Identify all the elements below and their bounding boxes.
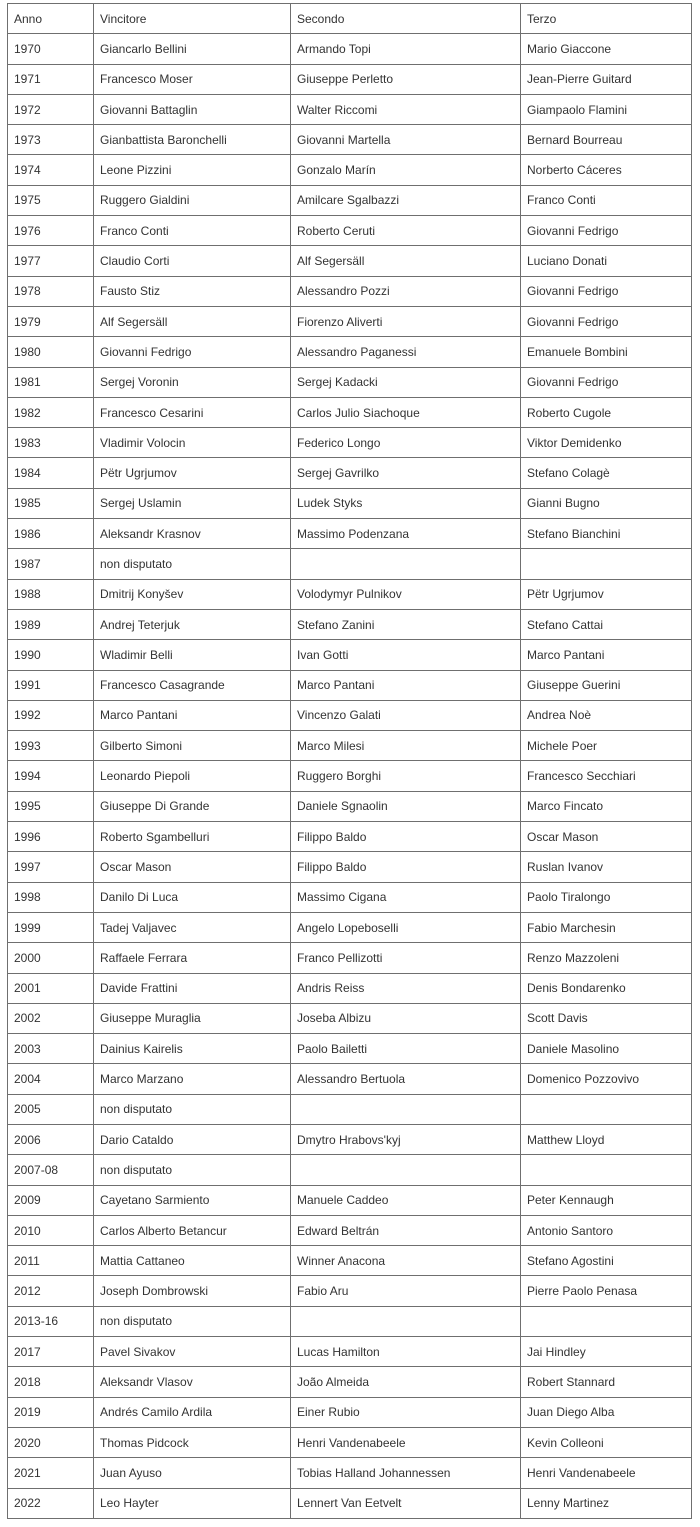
cell-terzo	[521, 549, 692, 579]
table-row	[8, 973, 692, 1003]
cell-terzo: Renzo Mazzoleni	[521, 943, 692, 973]
cell-terzo: Paolo Tiralongo	[521, 882, 692, 912]
cell-vincitore: Dario Cataldo	[94, 1124, 291, 1154]
cell-secondo: Alessandro Paganessi	[291, 337, 521, 367]
cell-vincitore: non disputato	[94, 1306, 291, 1336]
table-row	[8, 519, 692, 549]
cell-secondo: Daniele Sgnaolin	[291, 791, 521, 821]
cell-secondo: Fabio Aru	[291, 1276, 521, 1306]
header-anno: Anno	[8, 4, 94, 34]
table-row	[8, 1064, 692, 1094]
cell-terzo: Henri Vandenabeele	[521, 1458, 692, 1488]
cell-vincitore: Carlos Alberto Betancur	[94, 1215, 291, 1245]
cell-secondo	[291, 1155, 521, 1185]
cell-secondo	[291, 549, 521, 579]
table-row	[8, 670, 692, 700]
cell-secondo: Franco Pellizotti	[291, 943, 521, 973]
table-row	[8, 458, 692, 488]
cell-anno: 1984	[8, 458, 94, 488]
cell-secondo: Armando Topi	[291, 34, 521, 64]
cell-secondo: Massimo Podenzana	[291, 519, 521, 549]
cell-anno: 1971	[8, 64, 94, 94]
table-row	[8, 912, 692, 942]
cell-terzo: Juan Diego Alba	[521, 1397, 692, 1427]
cell-secondo: Lucas Hamilton	[291, 1337, 521, 1367]
table-row	[8, 488, 692, 518]
cell-anno: 1986	[8, 519, 94, 549]
cell-secondo: Alessandro Bertuola	[291, 1064, 521, 1094]
cell-vincitore: Danilo Di Luca	[94, 882, 291, 912]
table-row	[8, 882, 692, 912]
cell-secondo: Manuele Caddeo	[291, 1185, 521, 1215]
header-row	[8, 4, 692, 34]
cell-anno: 2011	[8, 1246, 94, 1276]
table-row	[8, 852, 692, 882]
table-row	[8, 337, 692, 367]
cell-vincitore: Leone Pizzini	[94, 155, 291, 185]
results-table	[7, 3, 692, 1519]
cell-terzo: Jean-Pierre Guitard	[521, 64, 692, 94]
cell-secondo: Marco Pantani	[291, 670, 521, 700]
table-row	[8, 549, 692, 579]
cell-vincitore: Fausto Stiz	[94, 276, 291, 306]
cell-secondo: Einer Rubio	[291, 1397, 521, 1427]
cell-anno: 1982	[8, 397, 94, 427]
cell-terzo: Luciano Donati	[521, 246, 692, 276]
cell-vincitore: Thomas Pidcock	[94, 1427, 291, 1457]
cell-terzo: Giovanni Fedrigo	[521, 306, 692, 336]
cell-vincitore: Francesco Casagrande	[94, 670, 291, 700]
cell-terzo: Mario Giaccone	[521, 34, 692, 64]
cell-secondo: Angelo Lopeboselli	[291, 912, 521, 942]
cell-anno: 2019	[8, 1397, 94, 1427]
cell-terzo: Bernard Bourreau	[521, 125, 692, 155]
cell-secondo	[291, 1306, 521, 1336]
table-row	[8, 367, 692, 397]
cell-vincitore: Marco Marzano	[94, 1064, 291, 1094]
cell-terzo	[521, 1094, 692, 1124]
cell-anno: 1995	[8, 791, 94, 821]
cell-terzo: Fabio Marchesin	[521, 912, 692, 942]
cell-vincitore: Giovanni Battaglin	[94, 94, 291, 124]
cell-secondo: Filippo Baldo	[291, 822, 521, 852]
cell-terzo: Antonio Santoro	[521, 1215, 692, 1245]
cell-secondo: Ruggero Borghi	[291, 761, 521, 791]
cell-vincitore: Roberto Sgambelluri	[94, 822, 291, 852]
cell-vincitore: Oscar Mason	[94, 852, 291, 882]
cell-anno: 2022	[8, 1488, 94, 1518]
cell-terzo: Stefano Colagè	[521, 458, 692, 488]
cell-secondo: Dmytro Hrabovs'kyj	[291, 1124, 521, 1154]
table-row	[8, 943, 692, 973]
table-row	[8, 306, 692, 336]
cell-vincitore: Cayetano Sarmiento	[94, 1185, 291, 1215]
cell-vincitore: Marco Pantani	[94, 700, 291, 730]
cell-anno: 2003	[8, 1034, 94, 1064]
table-row	[8, 822, 692, 852]
header-terzo: Terzo	[521, 4, 692, 34]
cell-vincitore: Juan Ayuso	[94, 1458, 291, 1488]
cell-anno: 1980	[8, 337, 94, 367]
cell-anno: 1983	[8, 428, 94, 458]
cell-anno: 1993	[8, 731, 94, 761]
cell-secondo: Sergej Kadacki	[291, 367, 521, 397]
table-row	[8, 1276, 692, 1306]
cell-secondo: João Almeida	[291, 1367, 521, 1397]
cell-secondo: Stefano Zanini	[291, 609, 521, 639]
cell-anno: 2000	[8, 943, 94, 973]
cell-anno: 1973	[8, 125, 94, 155]
cell-terzo: Stefano Cattai	[521, 609, 692, 639]
cell-vincitore: Andrés Camilo Ardila	[94, 1397, 291, 1427]
table-row	[8, 700, 692, 730]
cell-secondo: Paolo Bailetti	[291, 1034, 521, 1064]
cell-vincitore: Gilberto Simoni	[94, 731, 291, 761]
table-row	[8, 276, 692, 306]
cell-vincitore: Aleksandr Vlasov	[94, 1367, 291, 1397]
cell-secondo: Alf Segersäll	[291, 246, 521, 276]
cell-terzo	[521, 1155, 692, 1185]
cell-terzo: Andrea Noè	[521, 700, 692, 730]
cell-anno: 1974	[8, 155, 94, 185]
cell-secondo: Amilcare Sgalbazzi	[291, 185, 521, 215]
cell-anno: 1989	[8, 609, 94, 639]
table-row	[8, 428, 692, 458]
cell-anno: 2004	[8, 1064, 94, 1094]
cell-terzo: Marco Fincato	[521, 791, 692, 821]
cell-anno: 1977	[8, 246, 94, 276]
table-header	[8, 4, 692, 34]
table-row	[8, 1367, 692, 1397]
cell-vincitore: Francesco Moser	[94, 64, 291, 94]
cell-vincitore: Wladimir Belli	[94, 640, 291, 670]
cell-terzo: Giovanni Fedrigo	[521, 216, 692, 246]
cell-vincitore: Giuseppe Di Grande	[94, 791, 291, 821]
cell-vincitore: Claudio Corti	[94, 246, 291, 276]
cell-vincitore: Gianbattista Baronchelli	[94, 125, 291, 155]
cell-anno: 2012	[8, 1276, 94, 1306]
cell-terzo: Giampaolo Flamini	[521, 94, 692, 124]
cell-anno: 2009	[8, 1185, 94, 1215]
cell-secondo: Alessandro Pozzi	[291, 276, 521, 306]
table-row	[8, 216, 692, 246]
cell-terzo: Domenico Pozzovivo	[521, 1064, 692, 1094]
cell-secondo: Carlos Julio Siachoque	[291, 397, 521, 427]
table-row	[8, 640, 692, 670]
table-row	[8, 397, 692, 427]
cell-anno: 2013-16	[8, 1306, 94, 1336]
cell-terzo: Giovanni Fedrigo	[521, 276, 692, 306]
cell-terzo: Peter Kennaugh	[521, 1185, 692, 1215]
cell-secondo: Edward Beltrán	[291, 1215, 521, 1245]
cell-anno: 1979	[8, 306, 94, 336]
cell-terzo: Michele Poer	[521, 731, 692, 761]
cell-vincitore: non disputato	[94, 1155, 291, 1185]
cell-vincitore: Giovanni Fedrigo	[94, 337, 291, 367]
cell-anno: 1988	[8, 579, 94, 609]
cell-anno: 1996	[8, 822, 94, 852]
cell-anno: 1997	[8, 852, 94, 882]
cell-terzo: Francesco Secchiari	[521, 761, 692, 791]
cell-anno: 1999	[8, 912, 94, 942]
cell-terzo: Emanuele Bombini	[521, 337, 692, 367]
cell-anno: 2007-08	[8, 1155, 94, 1185]
cell-terzo: Norberto Cáceres	[521, 155, 692, 185]
cell-terzo: Matthew Lloyd	[521, 1124, 692, 1154]
cell-anno: 1981	[8, 367, 94, 397]
cell-vincitore: Vladimir Volocin	[94, 428, 291, 458]
cell-terzo: Franco Conti	[521, 185, 692, 215]
cell-secondo: Tobias Halland Johannessen	[291, 1458, 521, 1488]
cell-anno: 2021	[8, 1458, 94, 1488]
table-row	[8, 731, 692, 761]
table-row	[8, 1397, 692, 1427]
cell-anno: 2006	[8, 1124, 94, 1154]
cell-terzo: Stefano Bianchini	[521, 519, 692, 549]
cell-secondo: Winner Anacona	[291, 1246, 521, 1276]
cell-secondo: Ivan Gotti	[291, 640, 521, 670]
cell-terzo: Pëtr Ugrjumov	[521, 579, 692, 609]
table-row	[8, 1003, 692, 1033]
cell-vincitore: Giuseppe Muraglia	[94, 1003, 291, 1033]
cell-anno: 1990	[8, 640, 94, 670]
cell-secondo: Roberto Ceruti	[291, 216, 521, 246]
table-body	[8, 34, 692, 1519]
cell-terzo: Jai Hindley	[521, 1337, 692, 1367]
table-row	[8, 155, 692, 185]
cell-secondo: Volodymyr Pulnikov	[291, 579, 521, 609]
cell-anno: 1985	[8, 488, 94, 518]
cell-secondo: Gonzalo Marín	[291, 155, 521, 185]
cell-vincitore: Leonardo Piepoli	[94, 761, 291, 791]
cell-terzo: Viktor Demidenko	[521, 428, 692, 458]
cell-terzo: Gianni Bugno	[521, 488, 692, 518]
table-row	[8, 1306, 692, 1336]
cell-terzo: Giuseppe Guerini	[521, 670, 692, 700]
cell-anno: 1992	[8, 700, 94, 730]
table-row	[8, 1246, 692, 1276]
cell-vincitore: Dainius Kairelis	[94, 1034, 291, 1064]
table-row	[8, 125, 692, 155]
cell-secondo: Filippo Baldo	[291, 852, 521, 882]
cell-terzo: Oscar Mason	[521, 822, 692, 852]
table-row	[8, 1094, 692, 1124]
cell-secondo: Joseba Albizu	[291, 1003, 521, 1033]
cell-terzo: Roberto Cugole	[521, 397, 692, 427]
cell-anno: 1975	[8, 185, 94, 215]
table-row	[8, 1458, 692, 1488]
cell-secondo: Federico Longo	[291, 428, 521, 458]
table-row	[8, 1427, 692, 1457]
cell-vincitore: Aleksandr Krasnov	[94, 519, 291, 549]
cell-vincitore: Sergej Voronin	[94, 367, 291, 397]
table-row	[8, 246, 692, 276]
table-row	[8, 761, 692, 791]
cell-secondo: Marco Milesi	[291, 731, 521, 761]
header-vincitore: Vincitore	[94, 4, 291, 34]
cell-secondo: Vincenzo Galati	[291, 700, 521, 730]
cell-terzo: Ruslan Ivanov	[521, 852, 692, 882]
table-row	[8, 609, 692, 639]
cell-vincitore: Mattia Cattaneo	[94, 1246, 291, 1276]
cell-vincitore: non disputato	[94, 1094, 291, 1124]
cell-secondo: Ludek Styks	[291, 488, 521, 518]
table-row	[8, 94, 692, 124]
cell-anno: 2005	[8, 1094, 94, 1124]
cell-anno: 1978	[8, 276, 94, 306]
cell-vincitore: Andrej Teterjuk	[94, 609, 291, 639]
cell-secondo: Andris Reiss	[291, 973, 521, 1003]
cell-secondo: Massimo Cigana	[291, 882, 521, 912]
table-row	[8, 1124, 692, 1154]
cell-terzo: Kevin Colleoni	[521, 1427, 692, 1457]
cell-anno: 1987	[8, 549, 94, 579]
cell-terzo: Pierre Paolo Penasa	[521, 1276, 692, 1306]
cell-anno: 1991	[8, 670, 94, 700]
cell-vincitore: Joseph Dombrowski	[94, 1276, 291, 1306]
cell-secondo	[291, 1094, 521, 1124]
cell-vincitore: Pavel Sivakov	[94, 1337, 291, 1367]
cell-anno: 1994	[8, 761, 94, 791]
cell-vincitore: Dmitrij Konyšev	[94, 579, 291, 609]
cell-secondo: Giovanni Martella	[291, 125, 521, 155]
cell-vincitore: Tadej Valjavec	[94, 912, 291, 942]
cell-vincitore: Franco Conti	[94, 216, 291, 246]
cell-terzo: Giovanni Fedrigo	[521, 367, 692, 397]
cell-vincitore: Sergej Uslamin	[94, 488, 291, 518]
table-row	[8, 1215, 692, 1245]
cell-terzo: Marco Pantani	[521, 640, 692, 670]
cell-anno: 2010	[8, 1215, 94, 1245]
cell-vincitore: Francesco Cesarini	[94, 397, 291, 427]
cell-anno: 2020	[8, 1427, 94, 1457]
cell-terzo: Scott Davis	[521, 1003, 692, 1033]
cell-anno: 1970	[8, 34, 94, 64]
cell-anno: 2018	[8, 1367, 94, 1397]
cell-vincitore: Alf Segersäll	[94, 306, 291, 336]
cell-vincitore: non disputato	[94, 549, 291, 579]
table-row	[8, 185, 692, 215]
cell-secondo: Walter Riccomi	[291, 94, 521, 124]
cell-anno: 2002	[8, 1003, 94, 1033]
cell-secondo: Henri Vandenabeele	[291, 1427, 521, 1457]
cell-anno: 2017	[8, 1337, 94, 1367]
cell-anno: 1976	[8, 216, 94, 246]
table-row	[8, 1185, 692, 1215]
table-row	[8, 1337, 692, 1367]
table-row	[8, 34, 692, 64]
cell-vincitore: Leo Hayter	[94, 1488, 291, 1518]
cell-secondo: Lennert Van Eetvelt	[291, 1488, 521, 1518]
cell-secondo: Sergej Gavrilko	[291, 458, 521, 488]
cell-anno: 1998	[8, 882, 94, 912]
cell-terzo: Lenny Martinez	[521, 1488, 692, 1518]
cell-terzo: Denis Bondarenko	[521, 973, 692, 1003]
cell-terzo: Robert Stannard	[521, 1367, 692, 1397]
cell-secondo: Fiorenzo Aliverti	[291, 306, 521, 336]
cell-vincitore: Giancarlo Bellini	[94, 34, 291, 64]
table-row	[8, 64, 692, 94]
cell-terzo: Daniele Masolino	[521, 1034, 692, 1064]
cell-vincitore: Pëtr Ugrjumov	[94, 458, 291, 488]
cell-vincitore: Davide Frattini	[94, 973, 291, 1003]
cell-vincitore: Raffaele Ferrara	[94, 943, 291, 973]
cell-terzo: Stefano Agostini	[521, 1246, 692, 1276]
cell-terzo	[521, 1306, 692, 1336]
table-row	[8, 1488, 692, 1518]
table-row	[8, 1155, 692, 1185]
table-row	[8, 1034, 692, 1064]
table-row	[8, 791, 692, 821]
cell-anno: 2001	[8, 973, 94, 1003]
cell-secondo: Giuseppe Perletto	[291, 64, 521, 94]
table-row	[8, 579, 692, 609]
cell-vincitore: Ruggero Gialdini	[94, 185, 291, 215]
header-secondo: Secondo	[291, 4, 521, 34]
cell-anno: 1972	[8, 94, 94, 124]
